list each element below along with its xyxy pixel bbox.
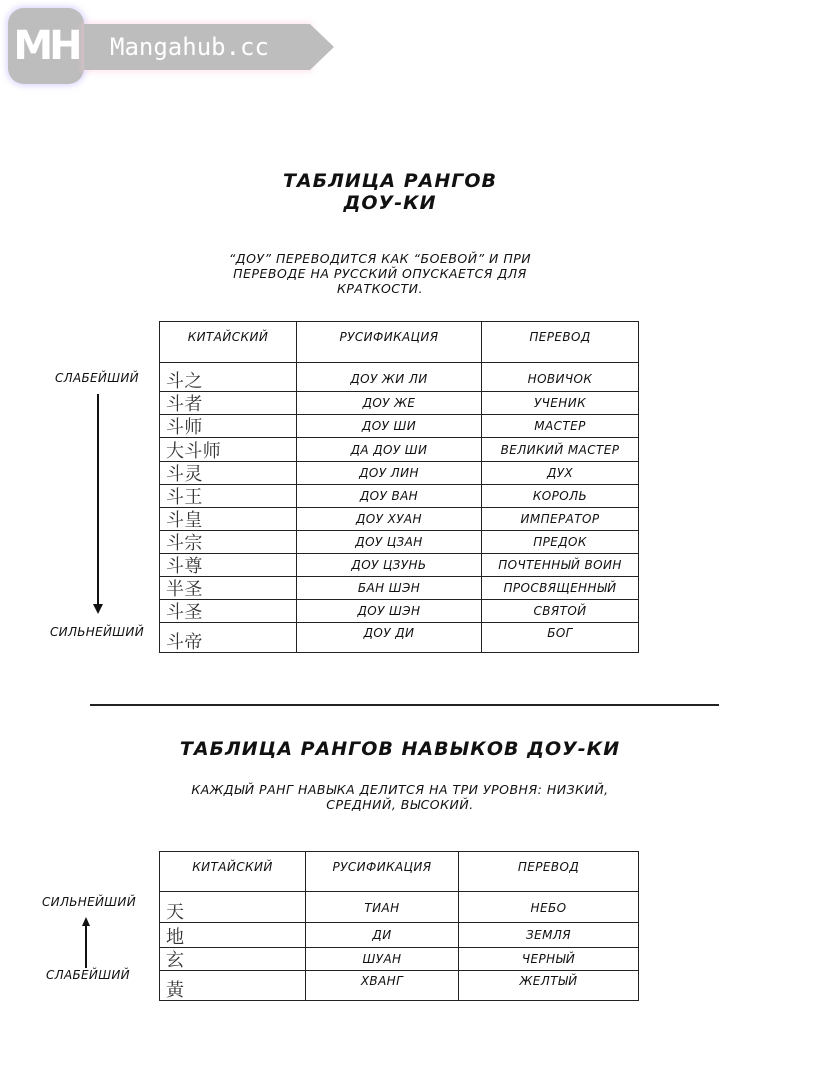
translation-cell: УЧЕНИК bbox=[482, 392, 639, 415]
russification-cell: ДОУ ШИ bbox=[297, 415, 482, 438]
russification-cell: ДОУ ЖЕ bbox=[297, 392, 482, 415]
column-header: РУСИФИКАЦИЯ bbox=[306, 852, 459, 892]
translation-cell: НЕБО bbox=[459, 892, 639, 923]
table-row bbox=[160, 600, 639, 623]
russification-cell: ДОУ ДИ bbox=[297, 623, 482, 653]
chinese-cell: 黃 bbox=[160, 971, 306, 1001]
russification-cell: ДОУ ЦЗУНЬ bbox=[297, 554, 482, 577]
arrow-down-line bbox=[97, 394, 99, 606]
russification-cell: ДОУ ЖИ ЛИ bbox=[297, 363, 482, 392]
section2-note-line2: СРЕДНИЙ, ВЫСОКИЙ. bbox=[326, 797, 474, 812]
column-header: КИТАЙСКИЙ bbox=[160, 322, 297, 363]
chinese-cell: 半圣 bbox=[160, 577, 297, 600]
russification-cell: ТИАН bbox=[306, 892, 459, 923]
column-header: КИТАЙСКИЙ bbox=[160, 852, 306, 892]
table-row bbox=[160, 971, 639, 1001]
translation-cell: ПРОСВЯЩЕННЫЙ bbox=[482, 577, 639, 600]
arrow-up-line bbox=[85, 925, 87, 968]
section2-note-line1: КАЖДЫЙ РАНГ НАВЫКА ДЕЛИТСЯ НА ТРИ УРОВНЯ: НИЗКИЙ, bbox=[191, 782, 609, 797]
site-banner bbox=[84, 24, 310, 70]
chinese-cell: 大斗师 bbox=[160, 438, 297, 462]
translation-cell: ЧЕРНЫЙ bbox=[459, 948, 639, 971]
table-row bbox=[160, 554, 639, 577]
chinese-cell: 斗皇 bbox=[160, 508, 297, 531]
section1-note-line1: “ДОУ” ПЕРЕВОДИТСЯ КАК “БОЕВОЙ” И ПРИ bbox=[228, 251, 532, 266]
chinese-cell: 斗宗 bbox=[160, 531, 297, 554]
chinese-cell: 斗王 bbox=[160, 485, 297, 508]
column-header: РУСИФИКАЦИЯ bbox=[297, 322, 482, 363]
table-row bbox=[160, 415, 639, 438]
chinese-cell: 斗灵 bbox=[160, 462, 297, 485]
skill-rank-table bbox=[159, 851, 639, 1001]
table-row bbox=[160, 508, 639, 531]
label-strongest-2: СИЛЬНЕЙШИЙ bbox=[42, 895, 136, 909]
translation-cell: БОГ bbox=[482, 623, 639, 653]
section1-note-line2: ПЕРЕВОДЕ НА РУССКИЙ ОПУСКАЕТСЯ ДЛЯ bbox=[233, 266, 527, 281]
translation-cell: СВЯТОЙ bbox=[482, 600, 639, 623]
translation-cell: ПОЧТЕННЫЙ ВОИН bbox=[482, 554, 639, 577]
section2-title: ТАБЛИЦА РАНГОВ НАВЫКОВ ДОУ-КИ bbox=[179, 738, 621, 760]
chinese-cell: 斗圣 bbox=[160, 600, 297, 623]
translation-cell: МАСТЕР bbox=[482, 415, 639, 438]
site-logo bbox=[8, 8, 84, 84]
table-row bbox=[160, 392, 639, 415]
russification-cell: ДОУ ХУАН bbox=[297, 508, 482, 531]
chinese-cell: 玄 bbox=[160, 948, 306, 971]
translation-cell: КОРОЛЬ bbox=[482, 485, 639, 508]
chinese-cell: 斗师 bbox=[160, 415, 297, 438]
section1-title-line1: ТАБЛИЦА РАНГОВ bbox=[282, 170, 498, 192]
table-row bbox=[160, 623, 639, 653]
translation-cell: ИМПЕРАТОР bbox=[482, 508, 639, 531]
table-row bbox=[160, 577, 639, 600]
russification-cell: ШУАН bbox=[306, 948, 459, 971]
russification-cell: ДОУ ЦЗАН bbox=[297, 531, 482, 554]
column-header: ПЕРЕВОД bbox=[482, 322, 639, 363]
chinese-cell: 斗者 bbox=[160, 392, 297, 415]
chinese-cell: 斗帝 bbox=[160, 623, 297, 653]
section1-note bbox=[150, 251, 610, 296]
translation-cell: НОВИЧОК bbox=[482, 363, 639, 392]
label-strongest: СИЛЬНЕЙШИЙ bbox=[50, 625, 144, 639]
section1-note-line3: КРАТКОСТИ. bbox=[337, 281, 423, 296]
table-row bbox=[160, 438, 639, 462]
table-row bbox=[160, 462, 639, 485]
section1-title-line2: ДОУ-КИ bbox=[343, 192, 437, 214]
translation-cell: ЖЕЛТЫЙ bbox=[459, 971, 639, 1001]
label-weakest: СЛАБЕЙШИЙ bbox=[55, 371, 139, 385]
russification-cell: БАН ШЭН bbox=[297, 577, 482, 600]
chinese-cell: 斗之 bbox=[160, 363, 297, 392]
logo-text: MH bbox=[13, 23, 79, 69]
chinese-cell: 地 bbox=[160, 923, 306, 948]
translation-cell: ЗЕМЛЯ bbox=[459, 923, 639, 948]
column-header: ПЕРЕВОД bbox=[459, 852, 639, 892]
banner-arrow-tip bbox=[310, 24, 334, 70]
table-header-row bbox=[160, 322, 639, 363]
chinese-cell: 天 bbox=[160, 892, 306, 923]
russification-cell: ДА ДОУ ШИ bbox=[297, 438, 482, 462]
table-row bbox=[160, 923, 639, 948]
label-weakest-2: СЛАБЕЙШИЙ bbox=[46, 968, 130, 982]
section2-note bbox=[120, 782, 680, 812]
chinese-cell: 斗尊 bbox=[160, 554, 297, 577]
section1-title bbox=[190, 170, 590, 214]
translation-cell: ПРЕДОК bbox=[482, 531, 639, 554]
translation-cell: ВЕЛИКИЙ МАСТЕР bbox=[482, 438, 639, 462]
table-row bbox=[160, 485, 639, 508]
russification-cell: ДИ bbox=[306, 923, 459, 948]
arrow-down-icon bbox=[93, 604, 103, 614]
table-row bbox=[160, 531, 639, 554]
site-name: Mangahub.cc bbox=[110, 33, 269, 61]
russification-cell: ДОУ ВАН bbox=[297, 485, 482, 508]
section-divider bbox=[90, 704, 719, 706]
table-row bbox=[160, 948, 639, 971]
russification-cell: ДОУ ЛИН bbox=[297, 462, 482, 485]
table-row bbox=[160, 892, 639, 923]
dou-ki-rank-table bbox=[159, 321, 639, 653]
russification-cell: ХВАНГ bbox=[306, 971, 459, 1001]
table-header-row bbox=[160, 852, 639, 892]
table-row bbox=[160, 363, 639, 392]
russification-cell: ДОУ ШЭН bbox=[297, 600, 482, 623]
translation-cell: ДУХ bbox=[482, 462, 639, 485]
